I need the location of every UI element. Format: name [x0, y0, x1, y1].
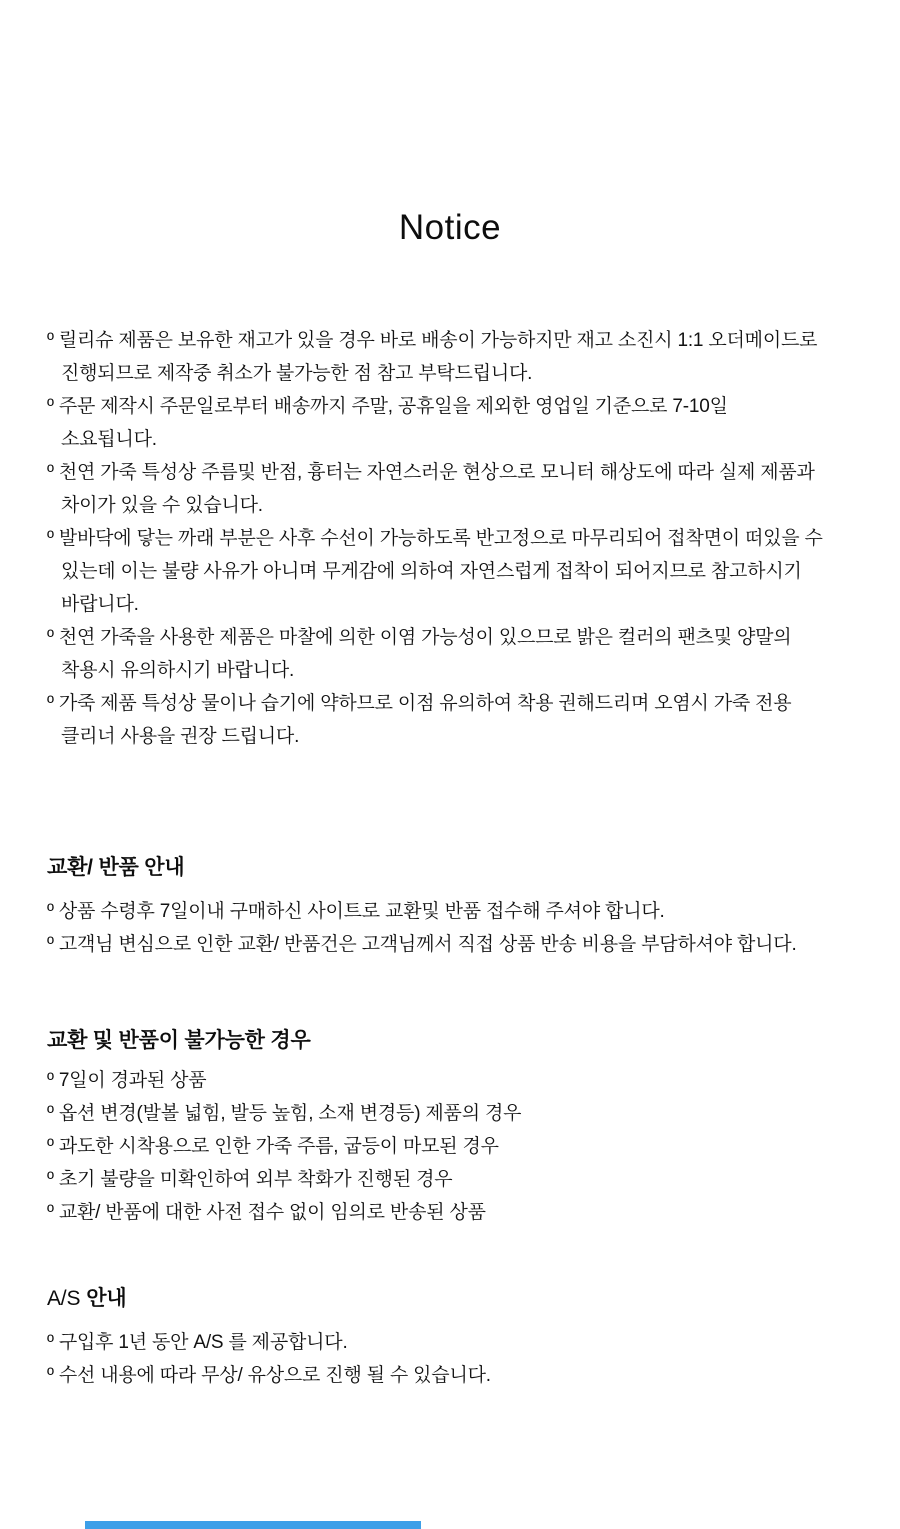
notice-line: 클리너 사용을 권장 드립니다.	[61, 726, 300, 747]
notice-line: º 교환/ 반품에 대한 사전 접수 없이 임의로 반송된 상품	[47, 1202, 486, 1223]
notice-line: º 초기 불량을 미확인하여 외부 착화가 진행된 경우	[47, 1169, 453, 1190]
notice-line: º 천연 가죽 특성상 주름및 반점, 흉터는 자연스러운 현상으로 모니터 해상도에 따라 실제 제품과	[47, 462, 815, 483]
after-service-list	[47, 1326, 860, 1392]
notice-line: º 구입후 1년 동안 A/S 를 제공합니다.	[47, 1332, 348, 1353]
notice-line: º 릴리슈 제품은 보유한 재고가 있을 경우 바로 배송이 가능하지만 재고 소진시 1:1 오더메이드로	[47, 330, 818, 351]
notice-line: º 천연 가죽을 사용한 제품은 마찰에 의한 이염 가능성이 있으므로 밝은 컬러의 팬츠및 양말의	[47, 627, 792, 648]
notice-line: º 가죽 제품 특성상 물이나 습기에 약하므로 이점 유의하여 착용 권해드리며 오염시 가죽 전용	[47, 693, 792, 714]
notice-line: º 7일이 경과된 상품	[47, 1070, 207, 1091]
notice-line: 있는데 이는 불량 사유가 아니며 무게감에 의하여 자연스럽게 접착이 되어지므로 참고하시기	[61, 561, 802, 582]
notice-line: 차이가 있을 수 있습니다.	[61, 495, 263, 516]
notice-line: º 수선 내용에 따라 무상/ 유상으로 진행 될 수 있습니다.	[47, 1365, 491, 1386]
notice-line: º 고객님 변심으로 인한 교환/ 반품건은 고객님께서 직접 상품 반송 비용을 부담하셔야 합니다.	[47, 934, 797, 955]
no-exchange-heading: 교환 및 반품이 불가능한 경우	[47, 1029, 311, 1052]
notice-line: 바랍니다.	[61, 594, 139, 615]
after-service-heading-bold: 안내	[86, 1287, 127, 1310]
no-exchange-list	[47, 1064, 860, 1229]
notice-line: 소요됩니다.	[61, 429, 157, 450]
exchange-return-list	[47, 895, 860, 961]
notice-line: 진행되므로 제작중 취소가 불가능한 점 참고 부탁드립니다.	[61, 363, 533, 384]
notice-line: º 발바닥에 닿는 까래 부분은 사후 수선이 가능하도록 반고정으로 마무리되어 접착면이 떠있을 수	[47, 528, 823, 549]
notice-line: º 주문 제작시 주문일로부터 배송까지 주말, 공휴일을 제외한 영업일 기준으로 7-10일	[47, 396, 728, 417]
intro-notice-list	[47, 324, 860, 753]
exchange-return-heading: 교환/ 반품 안내	[47, 856, 185, 879]
notice-line: º 옵션 변경(발볼 넓힘, 발등 높힘, 소재 변경등) 제품의 경우	[47, 1103, 522, 1124]
exchange-return-section	[47, 855, 860, 961]
notice-content	[0, 324, 900, 1392]
after-service-heading-prefix: A/S	[47, 1287, 81, 1310]
notice-line: º 과도한 시착용으로 인한 가죽 주름, 굽등이 마모된 경우	[47, 1136, 499, 1157]
page-title: Notice	[398, 208, 502, 247]
bottom-accent-bar	[85, 1521, 421, 1529]
notice-line: º 상품 수령후 7일이내 구매하신 사이트로 교환및 반품 접수해 주셔야 합니다.	[47, 901, 665, 922]
notice-line: 착용시 유의하시기 바랍니다.	[61, 660, 295, 681]
after-service-section	[47, 1286, 860, 1392]
after-service-heading	[47, 1286, 860, 1312]
no-exchange-section	[47, 1028, 860, 1229]
